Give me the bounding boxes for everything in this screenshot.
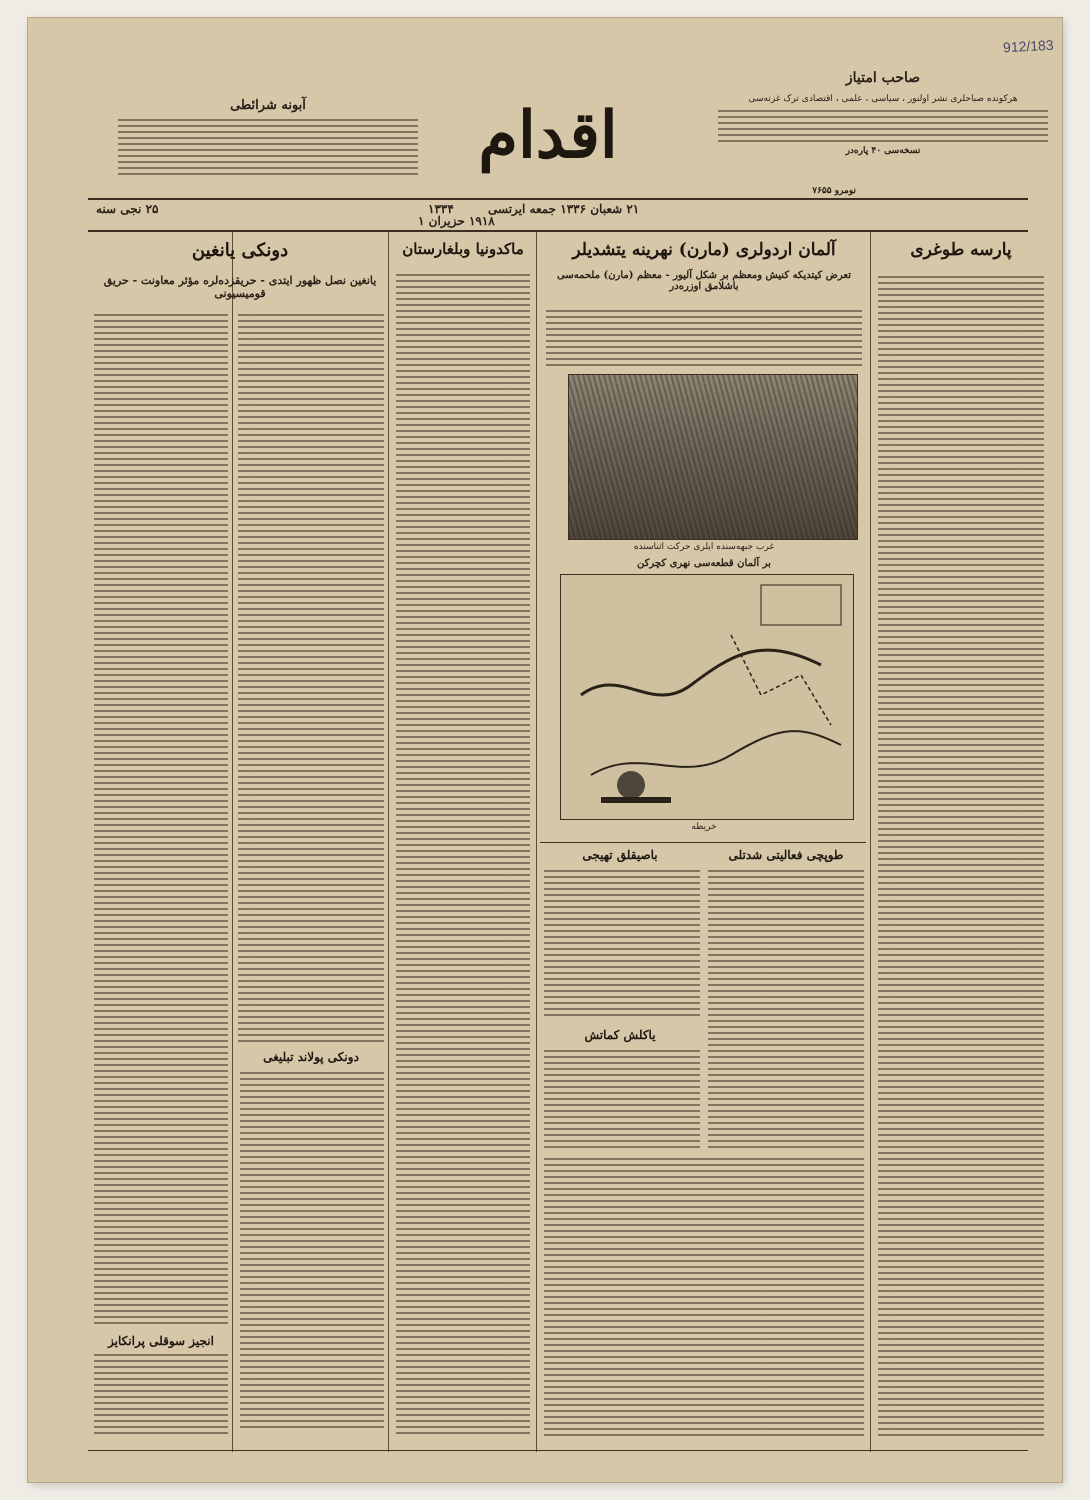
- year-label: ۲۵ نجی سنه: [96, 202, 159, 216]
- subhead-fires: یانغین نصل ظهور ایتدی - حریقزده‌لره مؤثر معاونت - حریق قومیسیونی: [103, 274, 377, 300]
- text-poland: [240, 1072, 384, 1432]
- newspaper-page: [28, 18, 1062, 1482]
- date-center: ۲۱ شعبان ۱۳۳۶ جمعه ایرتسی: [488, 202, 640, 216]
- map-caption: خریطه: [691, 822, 717, 832]
- headline-german-armies: آلمان اردولری (مارن) نهرینه یتشدیلر: [572, 240, 836, 260]
- text-mistaken: [544, 1050, 700, 1150]
- dateline-rule: [88, 230, 1028, 232]
- map-title: بر آلمان قطعه‌سی نهری کچرکن: [637, 558, 771, 569]
- date-left: ۱۹۱۸ حزیران ۱: [418, 214, 495, 228]
- col-sep-2: [388, 232, 389, 1452]
- masthead-title: اقدام: [478, 98, 618, 173]
- photo-caption: غرب جبهه‌سنده ایلری حرکت اثناسنده: [633, 542, 775, 552]
- dateline: [88, 202, 1028, 226]
- bottom-rule: [88, 1450, 1028, 1451]
- text-pressure: [544, 870, 700, 1020]
- owner-line: صاحب امتیاز: [845, 70, 921, 86]
- section-pressure: باصیقلق تهیجی: [582, 848, 658, 862]
- issue-price: نسخه‌سی ۴۰ پاره‌در: [845, 146, 921, 156]
- masthead-right-text: [718, 110, 1048, 144]
- text-english: [94, 1354, 228, 1436]
- issue-number: نومرو ۷۶۵۵: [812, 186, 856, 196]
- headline-paris: پارسه طوغری: [910, 240, 1012, 260]
- text-german-armies-intro: [546, 310, 862, 370]
- subscription-header: آبونه شرائطی: [230, 98, 306, 113]
- subhead-german-armies: تعرض کیتدیکه کنیش ومعظم بر شکل آلیور - معظم (مارن) ملحمه‌سی باشلامق اوزره‌در: [557, 270, 851, 292]
- text-german-armies-lower: [544, 1158, 864, 1438]
- text-artillery: [708, 870, 864, 1150]
- river-crossing-photo: [568, 374, 858, 540]
- motto-line: هرکونده صباحلری نشر اولنور ، سیاسی ، علمی ، اقتصادی ترک غزته‌سی: [748, 94, 1018, 104]
- masthead-right: [718, 70, 1048, 158]
- col-sep-3: [536, 232, 537, 1452]
- text-macedonia: [396, 274, 530, 1434]
- masthead-left: [118, 98, 418, 175]
- text-paris: [878, 276, 1044, 1436]
- headline-fires: دونکی یانغین: [191, 240, 289, 261]
- date-year: ۱۳۳۴: [428, 202, 454, 216]
- section-english: انجیز سوقلی پرانکایز: [108, 1334, 214, 1348]
- col-sep-4: [870, 232, 871, 1452]
- map-rule: [540, 842, 866, 843]
- col-sep-1: [232, 232, 233, 1452]
- section-artillery: طوپچی فعالیتی شدتلی: [728, 848, 844, 862]
- top-rule: [88, 198, 1028, 200]
- section-poland: دونکی پولاند تبلیغی: [263, 1050, 359, 1064]
- subscription-text: [118, 119, 418, 175]
- text-fires-col1: [94, 314, 228, 1324]
- headline-macedonia: ماکدونیا وبلغارستان: [402, 240, 524, 258]
- archive-code: 912/183: [1003, 36, 1055, 56]
- front-map: [560, 574, 854, 820]
- map-drawing: [561, 575, 853, 819]
- section-mistaken: یاکلش کماتش: [584, 1028, 656, 1042]
- text-fires-col2: [238, 314, 384, 1044]
